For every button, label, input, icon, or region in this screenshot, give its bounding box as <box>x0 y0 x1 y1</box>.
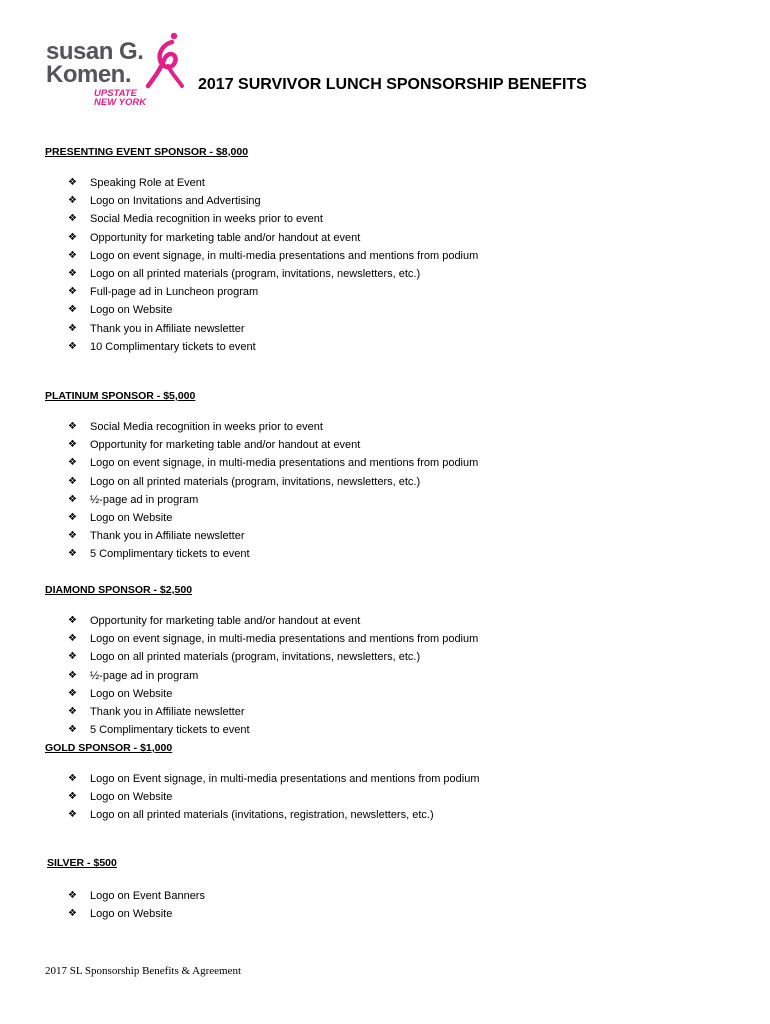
diamond-bullet-icon: ❖ <box>68 195 77 207</box>
list-item <box>68 527 478 545</box>
benefit-text: 5 Complimentary tickets to event <box>90 724 250 737</box>
diamond-bullet-icon: ❖ <box>68 908 77 920</box>
benefit-text: Logo on event signage, in multi-media presentations and mentions from podium <box>90 457 479 470</box>
diamond-bullet-icon: ❖ <box>68 530 77 542</box>
diamond-bullet-icon: ❖ <box>68 177 77 188</box>
diamond-bullet-icon: ❖ <box>68 457 77 469</box>
list-item <box>68 703 478 721</box>
diamond-bullet-icon: ❖ <box>68 286 77 298</box>
benefit-text: Thank you in Affiliate newsletter <box>90 705 245 718</box>
list-item <box>68 418 478 436</box>
list-item <box>68 174 478 192</box>
list-item <box>68 770 480 788</box>
diamond-bullet-icon: ❖ <box>68 231 77 243</box>
list-item <box>68 887 205 905</box>
list-item <box>68 788 480 806</box>
list-item <box>68 545 478 563</box>
diamond-bullet-icon: ❖ <box>68 213 77 225</box>
benefit-text: Logo on Website <box>90 791 173 804</box>
list-item <box>68 806 480 824</box>
list-item <box>68 436 478 454</box>
benefit-text: Speaking Role at Event <box>90 177 205 189</box>
list-item <box>68 509 478 527</box>
diamond-bullet-icon: ❖ <box>68 439 77 451</box>
benefit-text: Opportunity for marketing table and/or handout at event <box>90 615 361 627</box>
diamond-bullet-icon: ❖ <box>68 340 77 352</box>
diamond-bullet-icon: ❖ <box>68 267 77 279</box>
logo-line-4: NEW YORK <box>94 97 147 108</box>
diamond-bullet-icon: ❖ <box>68 651 77 663</box>
list-item <box>68 210 478 228</box>
list-item <box>68 491 478 509</box>
list-item <box>68 905 205 923</box>
list-item <box>68 247 478 265</box>
page-title: 2017 SURVIVOR LUNCH SPONSORSHIP BENEFITS <box>198 76 587 93</box>
benefit-list-diamond <box>68 612 478 739</box>
benefit-text: Thank you in Affiliate newsletter <box>90 530 245 543</box>
diamond-bullet-icon: ❖ <box>68 705 77 717</box>
benefit-text: Opportunity for marketing table and/or handout at event <box>90 439 361 452</box>
komen-logo <box>44 30 194 110</box>
benefit-text: Logo on event signage, in multi-media presentations and mentions from podium <box>90 249 479 262</box>
benefit-text: Logo on event signage, in multi-media presentations and mentions from podium <box>90 633 479 646</box>
diamond-bullet-icon: ❖ <box>68 322 77 334</box>
benefit-text: ½-page ad in program <box>90 669 199 682</box>
list-item <box>68 612 478 630</box>
benefit-text: Logo on all printed materials (invitations, registration, newsletters, etc.) <box>90 809 434 822</box>
benefit-list-platinum <box>68 418 478 564</box>
list-item <box>68 454 478 472</box>
diamond-bullet-icon: ❖ <box>68 724 77 736</box>
list-item <box>68 283 478 301</box>
list-item <box>68 648 478 666</box>
diamond-bullet-icon: ❖ <box>68 773 77 784</box>
benefit-text: Logo on Website <box>90 304 173 317</box>
diamond-bullet-icon: ❖ <box>68 669 77 681</box>
diamond-bullet-icon: ❖ <box>68 809 77 821</box>
page-footer: 2017 SL Sponsorship Benefits & Agreement <box>45 965 242 977</box>
section-heading-gold: GOLD SPONSOR - $1,000 <box>45 742 173 754</box>
section-heading-silver: SILVER - $500 <box>47 857 117 869</box>
diamond-bullet-icon: ❖ <box>68 475 77 487</box>
diamond-bullet-icon: ❖ <box>68 890 77 901</box>
list-item <box>68 265 478 283</box>
pink-ribbon-icon <box>144 30 186 90</box>
benefit-text: Logo on all printed materials (program, invitations, newsletters, etc.) <box>90 651 421 664</box>
diamond-bullet-icon: ❖ <box>68 687 77 699</box>
diamond-bullet-icon: ❖ <box>68 304 77 316</box>
benefit-text: Social Media recognition in weeks prior to event <box>90 213 323 226</box>
list-item <box>68 229 478 247</box>
logo-line-3: UPSTATE <box>94 88 137 99</box>
benefit-list-silver <box>68 887 205 923</box>
benefit-text: 5 Complimentary tickets to event <box>90 548 250 561</box>
benefit-text: Social Media recognition in weeks prior to event <box>90 421 323 433</box>
benefit-text: Logo on Website <box>90 687 173 700</box>
benefit-text: Logo on all printed materials (program, invitations, newsletters, etc.) <box>90 267 421 280</box>
diamond-bullet-icon: ❖ <box>68 421 77 432</box>
list-item <box>68 320 478 338</box>
list-item <box>68 192 478 210</box>
benefit-list-presenting <box>68 174 478 356</box>
diamond-bullet-icon: ❖ <box>68 615 77 626</box>
diamond-bullet-icon: ❖ <box>68 633 77 645</box>
benefit-text: Logo on all printed materials (program, invitations, newsletters, etc.) <box>90 475 421 488</box>
list-item <box>68 630 478 648</box>
diamond-bullet-icon: ❖ <box>68 493 77 505</box>
diamond-bullet-icon: ❖ <box>68 249 77 261</box>
section-heading-diamond: DIAMOND SPONSOR - $2,500 <box>45 584 193 596</box>
benefit-text: Logo on Event Banners <box>90 890 205 902</box>
list-item <box>68 473 478 491</box>
benefit-text: 10 Complimentary tickets to event <box>90 340 256 353</box>
logo-line-1: susan G. <box>46 38 144 65</box>
diamond-bullet-icon: ❖ <box>68 791 77 803</box>
logo-line-2: Komen. <box>46 61 132 88</box>
benefit-text: Logo on Event signage, in multi-media presentations and mentions from podium <box>90 773 480 785</box>
benefit-text: Logo on Website <box>90 511 173 524</box>
benefit-text: Logo on Invitations and Advertising <box>90 195 261 208</box>
list-item <box>68 301 478 319</box>
list-item <box>68 667 478 685</box>
diamond-bullet-icon: ❖ <box>68 511 77 523</box>
benefit-text: Logo on Website <box>90 908 173 921</box>
benefit-list-gold <box>68 770 480 825</box>
benefit-text: Opportunity for marketing table and/or handout at event <box>90 231 361 244</box>
benefit-text: Full-page ad in Luncheon program <box>90 286 259 299</box>
section-heading-presenting: PRESENTING EVENT SPONSOR - $8,000 <box>45 146 249 158</box>
section-heading-platinum: PLATINUM SPONSOR - $5,000 <box>45 390 196 402</box>
list-item <box>68 721 478 739</box>
list-item <box>68 338 478 356</box>
list-item <box>68 685 478 703</box>
benefit-text: Thank you in Affiliate newsletter <box>90 322 245 335</box>
benefit-text: ½-page ad in program <box>90 493 199 506</box>
diamond-bullet-icon: ❖ <box>68 548 77 560</box>
